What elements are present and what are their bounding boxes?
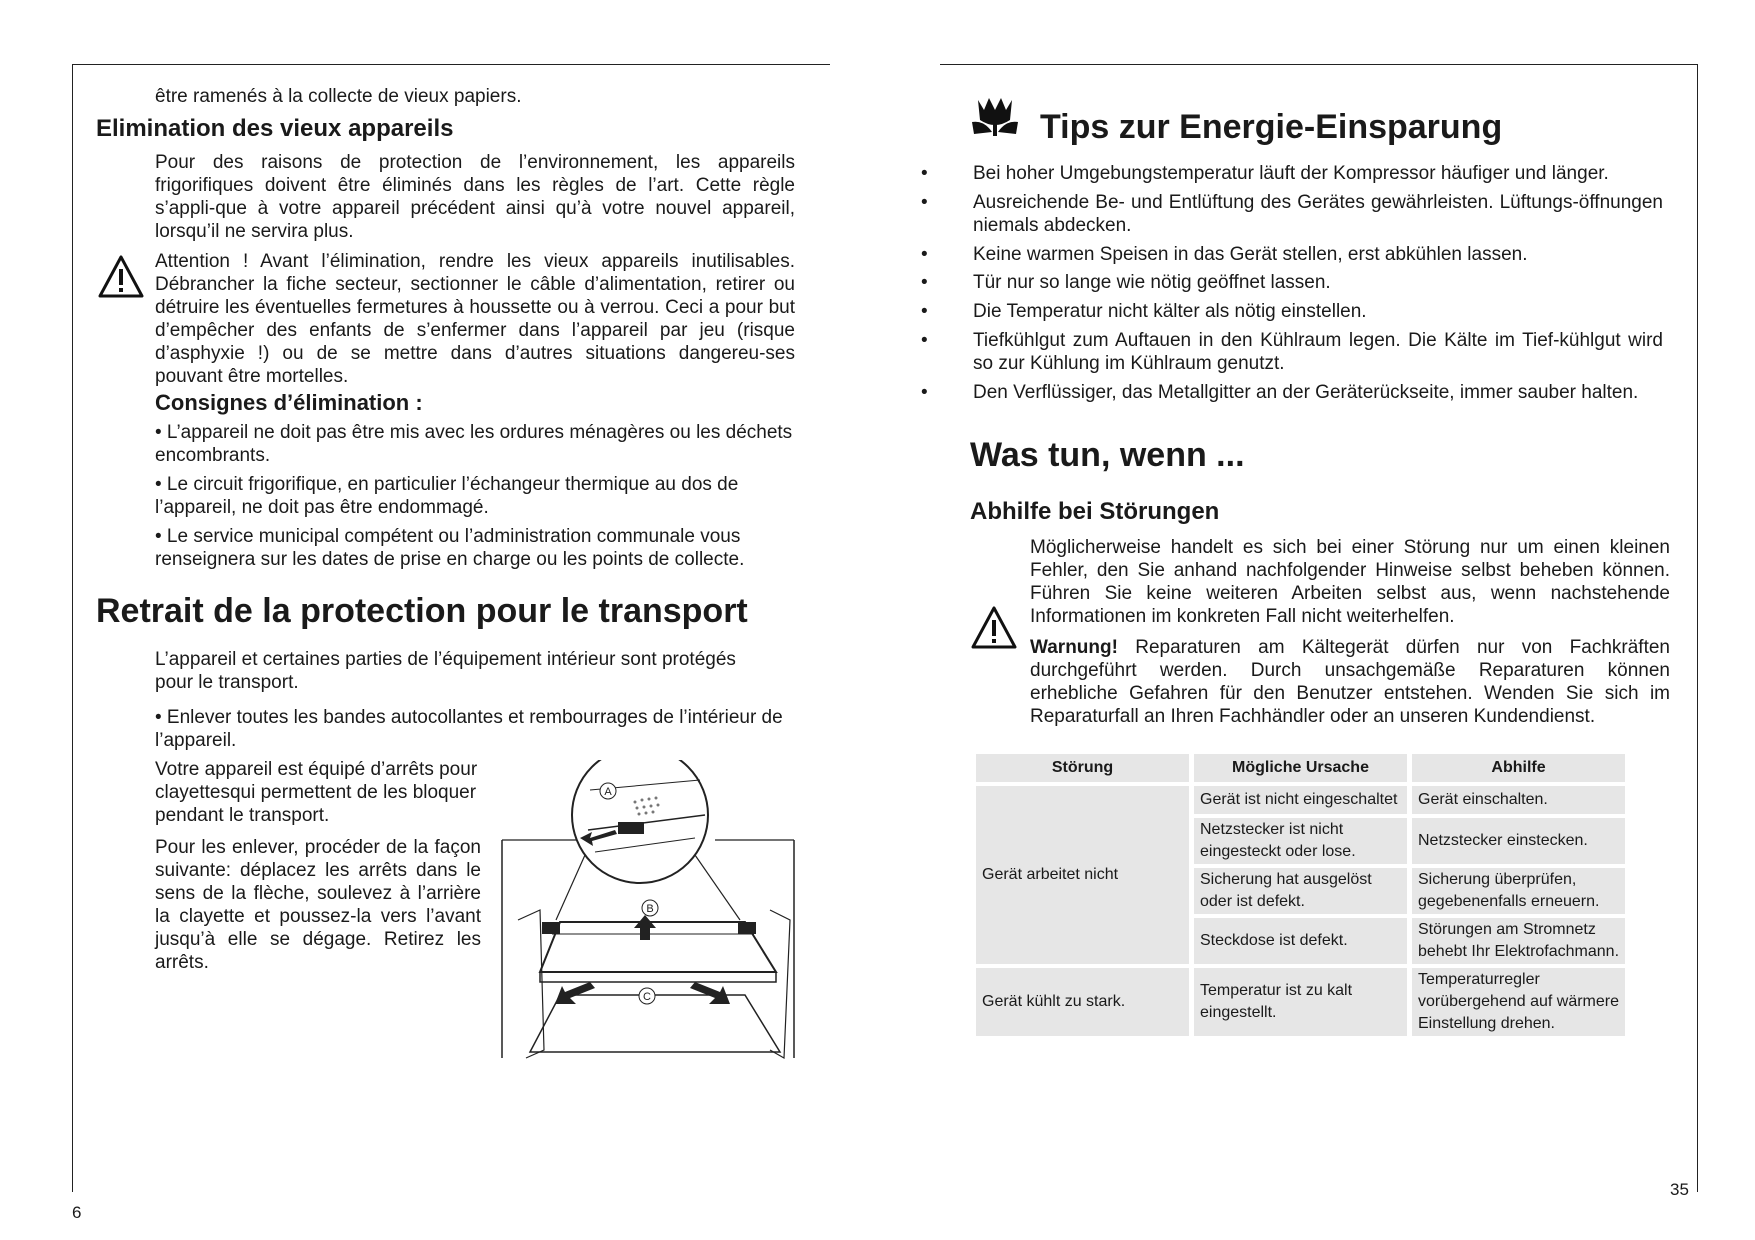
problem-cell: Gerät kühlt zu stark. [976, 968, 1189, 1036]
fix-cell: Sicherung überprüfen, gegebenenfalls erneuern. [1412, 868, 1625, 914]
tip-item: • Die Temperatur nicht kälter als nötig einstellen. [921, 301, 1367, 322]
tip-item: • Bei hoher Umgebungstemperatur läuft der Kompressor häufiger und länger. [921, 163, 1609, 184]
consigne-item: • Le service municipal compétent ou l’administration communale vous renseignera sur les dates de prise en charge ou les points de collecte. [155, 526, 745, 570]
cause-cell: Gerät ist nicht eingeschaltet [1194, 786, 1407, 814]
elimination-heading: Elimination des vieux appareils [96, 115, 454, 142]
fix-cell: Gerät einschalten. [1412, 786, 1625, 814]
warnung-label: Warnung! [1030, 637, 1118, 658]
right-page-side-rule [1697, 64, 1698, 1192]
tip-item: • Tür nur so lange wie nötig geöffnet lassen. [921, 272, 1331, 293]
warning-triangle-icon [970, 605, 1018, 651]
column-header: Störung [976, 754, 1189, 782]
left-page-side-rule [72, 64, 73, 1192]
right-page-number: 35 [1670, 1180, 1689, 1199]
fix-cell: Netzstecker einstecken. [1412, 818, 1625, 864]
cause-cell: Temperatur ist zu kalt eingestellt. [1194, 968, 1407, 1036]
transport-paragraph-2: Votre appareil est équipé d’arrêts pour clayettesqui permettent de les bloquer pendant le transport. [155, 759, 478, 826]
table-header-row [976, 754, 1625, 782]
tip-item: • Ausreichende Be- und Entlüftung des Gerätes gewährleisten. Lüftungs-öffnungen niemals abdecken. [921, 192, 1663, 236]
tip-item: • Den Verflüssiger, das Metallgitter an der Geräterückseite, immer sauber halten. [921, 382, 1639, 403]
fix-cell: Temperaturregler vorübergehend auf wärmere Einstellung drehen. [1412, 968, 1625, 1036]
was-tun-heading: Was tun, wenn ... [970, 436, 1245, 474]
cause-cell: Steckdose ist defekt. [1194, 918, 1407, 964]
cause-cell: Sicherung hat ausgelöst oder ist defekt. [1194, 868, 1407, 914]
right-page-top-rule [940, 64, 1698, 65]
problem-cell: Gerät arbeitet nicht [976, 786, 1189, 964]
consignes-heading: Consignes d’élimination : [155, 390, 423, 415]
fix-cell: Störungen am Stromnetz behebt Ihr Elektrofachmann. [1412, 918, 1625, 964]
warnung-paragraph [1030, 636, 1670, 728]
warnung-text: Reparaturen am Kältegerät dürfen nur von Fachkräften durchgeführt werden. Durch unsachgemäße Reparaturen können erhebliche Gefahren für den Benutzer entstehen. Wenden Sie sich im Reparaturfall an Ihren Fachhändler oder an unseren Kundendienst. [1030, 637, 1670, 727]
troubleshooting-table [971, 750, 1630, 1040]
abhilfe-heading: Abhilfe bei Störungen [970, 498, 1220, 525]
tip-item: • Tiefkühlgut zum Auftauen in den Kühlraum legen. Die Kälte im Tief-kühlgut wird so zur Kühlung im Kühlraum genutzt. [921, 330, 1663, 374]
transport-paragraph-1: L’appareil et certaines parties de l’équipement intérieur sont protégés pour le transport. [155, 649, 736, 693]
transport-paragraph-3: Pour les enlever, procéder de la façon suivante: déplacez les arrêts dans le sens de la flèche, soulevez à l’arrière la clayette et poussez-la vers l’avant jusqu’à elle se dégage. Retirez les arrêts. [155, 837, 481, 973]
shelf-stop-illustration [500, 760, 800, 1060]
column-header: Mögliche Ursache [1194, 754, 1407, 782]
elimination-warning: Attention ! Avant l’élimination, rendre les vieux appareils inutilisables. Débrancher la fiche secteur, sectionner le câble d’alimentation, retirer ou détruire les éventuelles fermetures à houssette ou à verrou. Ceci a pour but d’empêcher des enfants de s’enfermer dans l’appareil par jeu (risque d’asphyxie !) ou de se mettre dans d’autres situations dangereu-ses pouvant être mortelles. [155, 251, 795, 387]
table-row [976, 786, 1625, 814]
warning-triangle-icon [97, 254, 145, 300]
cause-cell: Netzstecker ist nicht eingesteckt oder lose. [1194, 818, 1407, 864]
tulip-icon [970, 96, 1020, 143]
intro-line: être ramenés à la collecte de vieux papiers. [155, 86, 522, 107]
transport-bullet: • Enlever toutes les bandes autocollantes et rembourrages de l’intérieur de l’appareil. [155, 707, 783, 751]
table-row [976, 968, 1625, 1036]
column-header: Abhilfe [1412, 754, 1625, 782]
consigne-item: • Le circuit frigorifique, en particulier l’échangeur thermique au dos de l’appareil, ne doit pas être endommagé. [155, 474, 739, 518]
consigne-item: • L’appareil ne doit pas être mis avec les ordures ménagères ou les déchets encombrants. [155, 422, 793, 466]
tip-item: • Keine warmen Speisen in das Gerät stellen, erst abkühlen lassen. [921, 244, 1528, 265]
figure-label-a: A [604, 786, 612, 798]
figure-label-b: B [646, 903, 654, 915]
tips-heading: Tips zur Energie-Einsparung [1040, 108, 1503, 146]
left-page-number: 6 [72, 1203, 82, 1222]
left-page-top-rule [72, 64, 830, 65]
transport-heading: Retrait de la protection pour le transport [96, 592, 748, 630]
elimination-paragraph: Pour des raisons de protection de l’environnement, les appareils frigorifiques doivent être éliminés dans les règles de l’art. Cette règle s’appli-que à votre appareil précédent ainsi qu’à votre nouvel appareil, lorsqu’il ne servira plus. [155, 152, 795, 242]
figure-label-c: C [643, 991, 651, 1003]
abhilfe-paragraph: Möglicherweise handelt es sich bei einer Störung nur um einen kleinen Fehler, den Sie anhand nachfolgender Hinweise selbst beheben können. Führen Sie keine weiteren Arbeiten selbst aus, wenn nachstehende Informationen im konkreten Fall nicht weiterhelfen. [1030, 537, 1670, 627]
